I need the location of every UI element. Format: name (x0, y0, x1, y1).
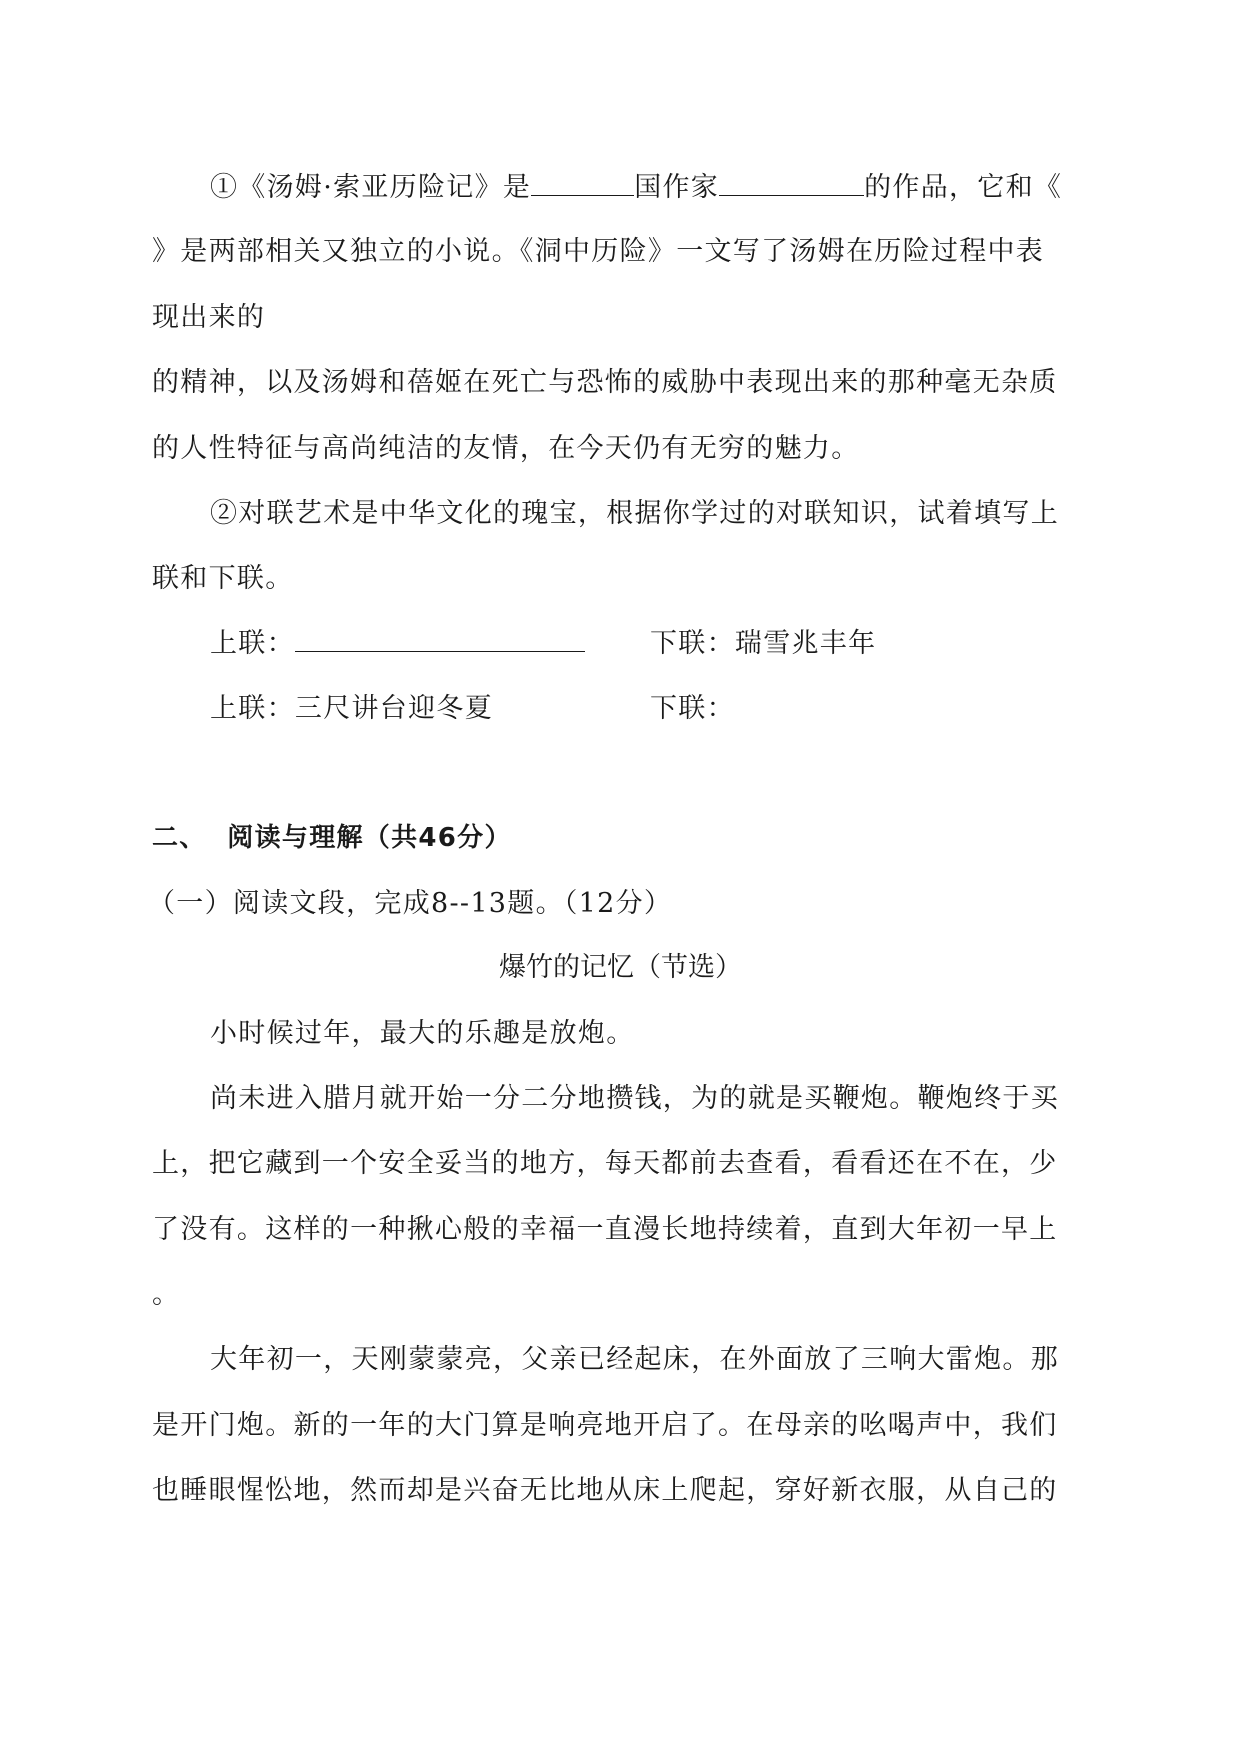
q1-line-2: 》是两部相关又独立的小说。《洞中历险》一文写了汤姆在历险过程中表 (152, 236, 1045, 267)
section-subheading: （一）阅读文段，完成8--13题。（12分） (148, 888, 673, 919)
q1-line-4: 的精神，以及汤姆和蓓姬在死亡与恐怖的威胁中表现出来的那种毫无杂质 (152, 367, 1058, 398)
couplet-row-1-left (210, 626, 585, 662)
section-heading: 二、 阅读与理解（共46分） (152, 823, 512, 853)
passage-p3-line-3: 也睡眼惺忪地，然而却是兴奋无比地从床上爬起，穿好新衣服，从自己的 (152, 1475, 1058, 1506)
passage-p3-line-1: 大年初一，天刚蒙蒙亮，父亲已经起床，在外面放了三响大雷炮。那 (210, 1344, 1059, 1375)
q2-line-2: 联和下联。 (152, 563, 294, 594)
passage-p2-line-1: 尚未进入腊月就开始一分二分地攒钱，为的就是买鞭炮。鞭炮终于买 (210, 1083, 1059, 1114)
passage-title: 爆竹的记忆（节选） (499, 952, 742, 983)
q1-line-5: 的人性特征与高尚纯洁的友情，在今天仍有无穷的魅力。 (152, 433, 860, 464)
q1-line-3: 现出来的 (152, 302, 266, 333)
q1-text-a: ①《汤姆·索亚历险记》是 (210, 172, 532, 203)
passage-p2-line-4: 。 (152, 1279, 181, 1310)
passage-p2-line-3: 了没有。这样的一种揪心般的幸福一直漫长地持续着，直到大年初一早上 (152, 1214, 1058, 1245)
fill-blank-country[interactable] (531, 171, 634, 196)
couplet-row-2-right (650, 691, 1025, 727)
q1-line-1 (210, 170, 1062, 206)
fill-blank-author[interactable] (719, 171, 864, 196)
fill-blank-upper-couplet[interactable] (295, 627, 585, 652)
fill-blank-lower-couplet[interactable] (735, 692, 1025, 717)
upper-couplet-label: 上联： (210, 628, 295, 659)
q1-text-b: 国作家 (634, 172, 720, 203)
q2-line-1: ②对联艺术是中华文化的瑰宝，根据你学过的对联知识，试着填写上 (210, 498, 1059, 529)
passage-p1: 小时候过年，最大的乐趣是放炮。 (210, 1018, 635, 1049)
passage-p3-line-2: 是开门炮。新的一年的大门算是响亮地开启了。在母亲的吆喝声中，我们 (152, 1410, 1058, 1441)
couplet-row-2-left: 上联：三尺讲台迎冬夏 (210, 693, 493, 724)
q1-text-c: 的作品，它和《 (864, 172, 1063, 203)
lower-couplet-label: 下联： (650, 693, 735, 724)
passage-p2-line-2: 上，把它藏到一个安全妥当的地方，每天都前去查看，看看还在不在，少 (152, 1148, 1058, 1179)
couplet-row-1-right: 下联：瑞雪兆丰年 (650, 628, 877, 659)
